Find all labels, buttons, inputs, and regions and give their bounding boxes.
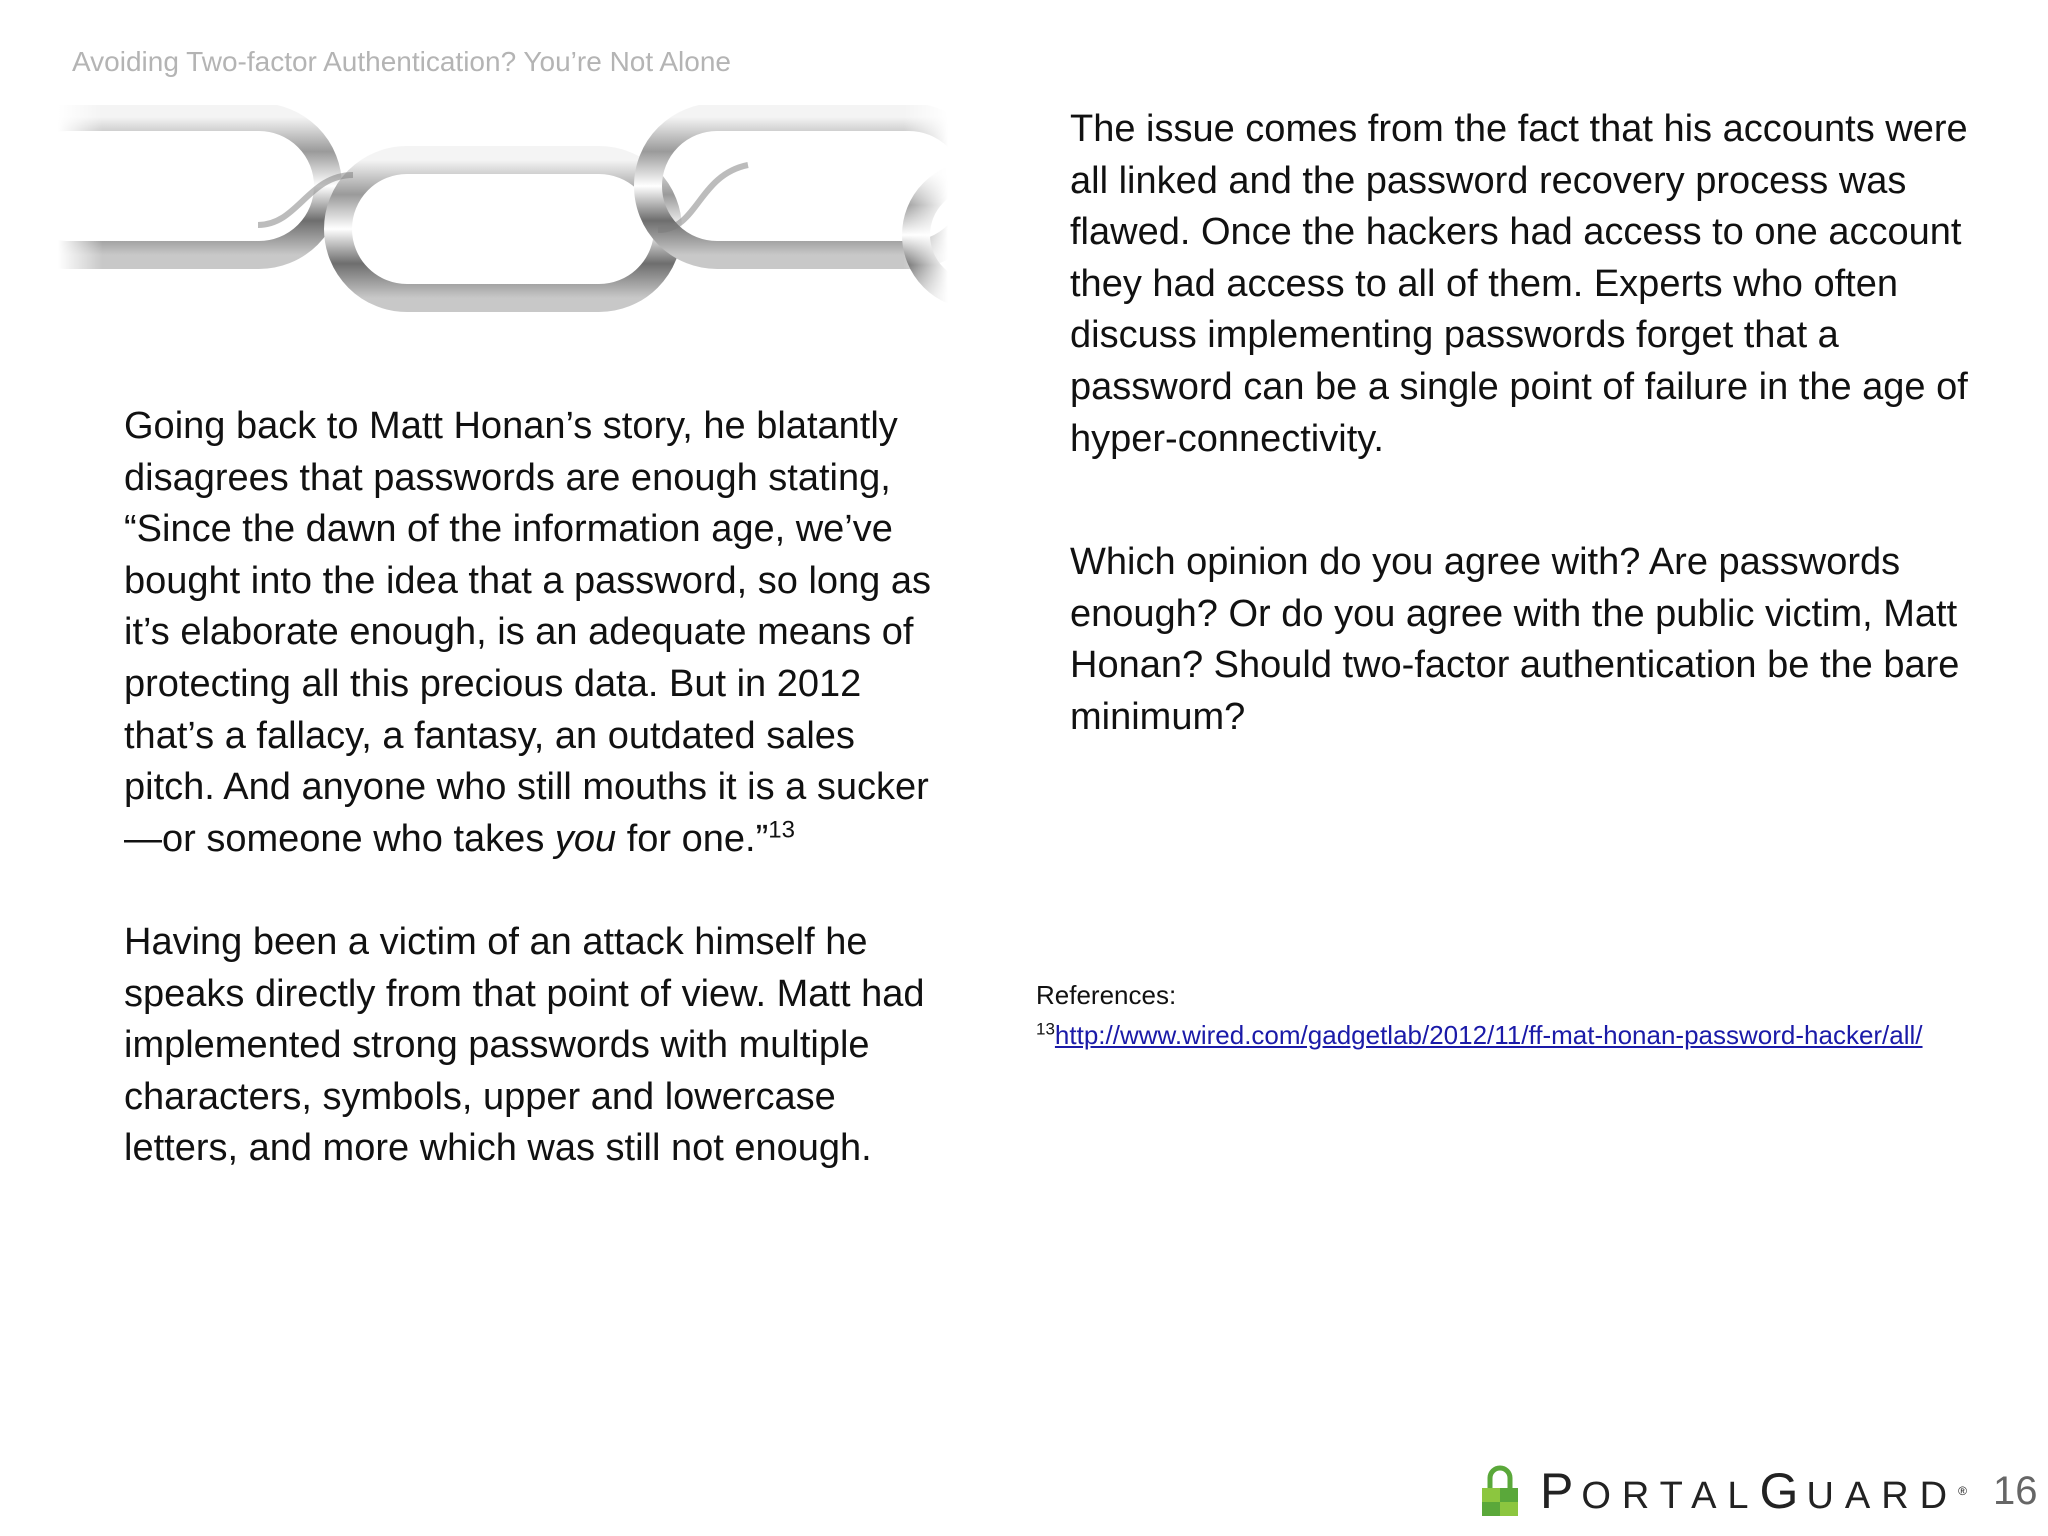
linked-accounts-paragraph: The issue comes from the fact that his accounts were all linked and the password recovery process was flawed. Once the hackers had access to one account they had access to all of them. Experts who often discuss implementing passwords forget that a password can be a single point of failure in the age of hyper-connectivity. (1070, 108, 1968, 460)
footnote-marker: 13 (768, 816, 795, 844)
references-section (1036, 975, 1923, 1055)
reference-item (1036, 1015, 1923, 1055)
reference-link[interactable]: http://www.wired.com/gadgetlab/2012/11/ff-mat-honan-password-hacker/all/ (1054, 1020, 1923, 1050)
honan-quote-paragraph (124, 401, 954, 865)
references-label: References: (1036, 980, 1177, 1010)
quote-intro-text: Going back to Matt Honan’s story, he blatantly disagrees that passwords are enough stating, “Since the dawn of the information age, we’ve bought into the idea that a password, so long as it’s elaborate enough, is an adequate means of protecting all this precious data. But in 2012 that’s a fallacy, a fantasy, an outdated sales pitch. And anyone who still mouths it is a sucker—or someone who takes (124, 405, 931, 860)
victim-paragraph: Having been a victim of an attack himself he speaks directly from that point of view. Matt had implemented strong passwords with multiple characters, symbols, upper and lowercase letters, and more which was still not enough. (124, 920, 925, 1170)
footer (1480, 1456, 2037, 1526)
chain-links-image (58, 105, 948, 320)
registered-mark: ® (1958, 1484, 1967, 1498)
quote-end-text: for one.” (616, 817, 769, 860)
right-column (1070, 104, 1970, 744)
header-title: Avoiding Two-factor Authentication? You’re Not Alone (72, 46, 731, 77)
reference-footnote-number: 13 (1036, 1019, 1055, 1039)
portalguard-logo-text: PORTALGUARD (1540, 1463, 1959, 1519)
left-column (124, 401, 954, 1175)
padlock-icon (1480, 1464, 1520, 1518)
opinion-question-paragraph: Which opinion do you agree with? Are passwords enough? Or do you agree with the public victim, Matt Honan? Should two-factor authentication be the bare minimum? (1070, 541, 1960, 738)
quote-emphasis-text: you (554, 817, 617, 860)
page-number: 16 (1992, 1468, 2038, 1513)
